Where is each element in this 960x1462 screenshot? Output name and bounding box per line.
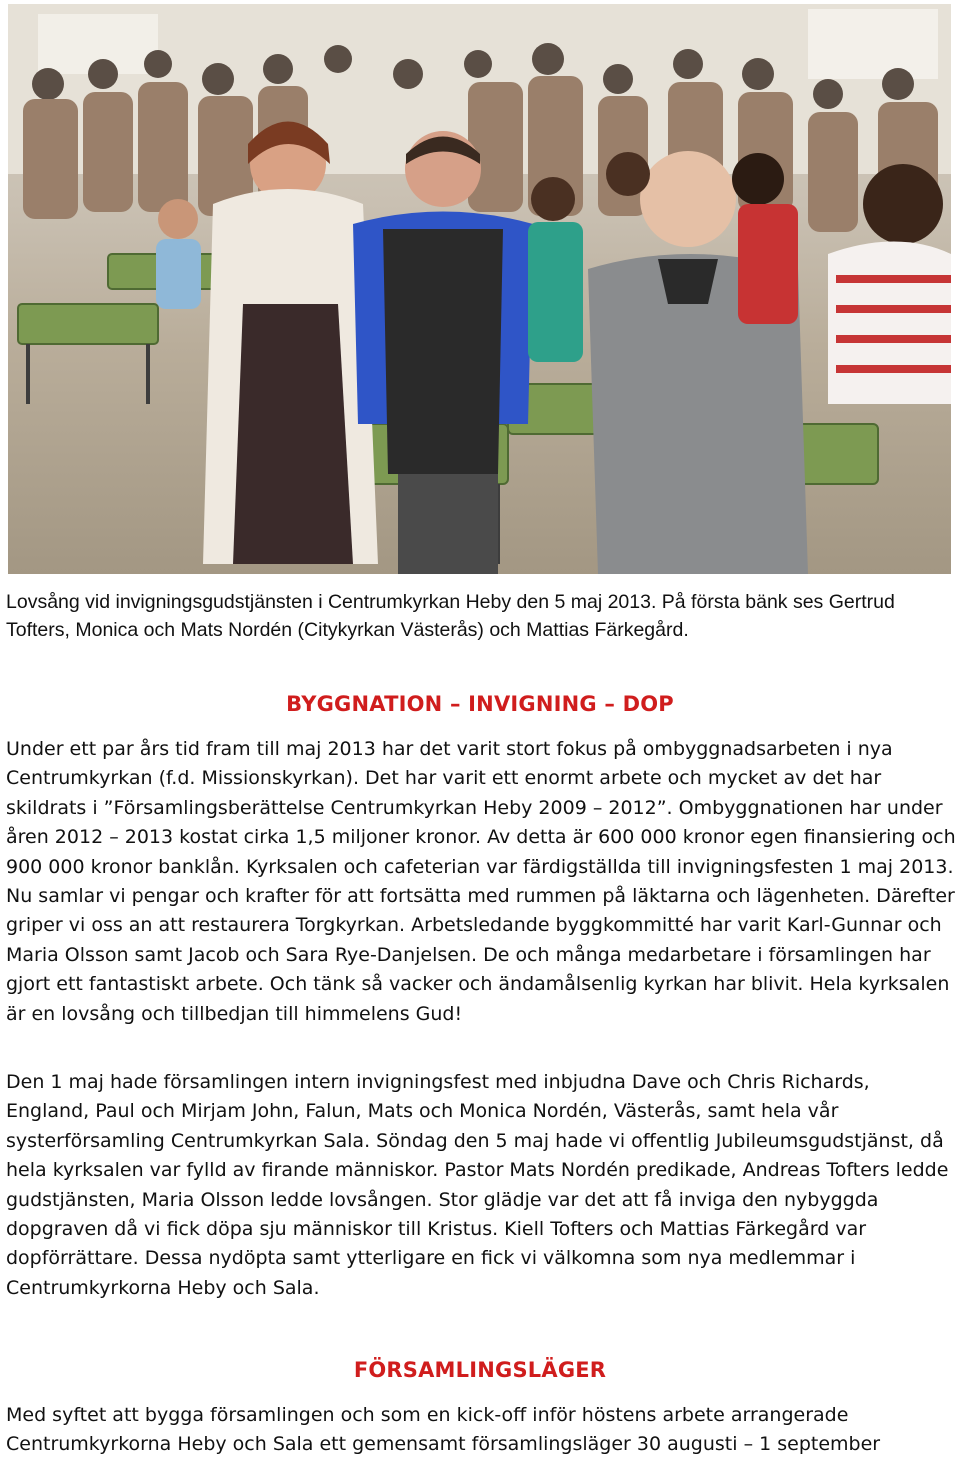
section-heading-byggnation: BYGGNATION – INVIGNING – DOP <box>286 692 674 716</box>
paragraph-byggnation: Under ett par års tid fram till maj 2013 har det varit stort fokus på ombyggnadsarbeten i nya Centrumkyrkan (f.d. Missionskyrkan). Det har varit ett enormt arbete och mycket av det har skildrats i ”Församlingsberättelse Centrumkyrkan Heby 2009 – 2012”. Ombyggnationen har under åren 2012 – 2013 kostat cirka 1,5 miljoner kronor. Av detta är 600 000 kronor egen finansiering och 900 000 kronor banklån. Kyrksalen och cafeterian var färdigställda till invigningsfesten 1 maj 2013. Nu samlar vi pengar och krafter för att fortsätta med rummen på läktarna och lägenheten. Därefter griper vi oss an att restaurera Torgkyrkan. Arbetsledande byggkommitté har varit Karl-Gunnar och Maria Olsson samt Jacob och Sara Rye-Danjelsen. De och många medarbetare i församlingen har gjort ett fantastiskt arbete. Och tänk så vacker och ändamålsenlig kyrkan har blivit. Hela kyrksalen är en lovsång och tillbedjan till himmelens Gud! <box>6 738 956 1025</box>
worship-photo <box>8 4 951 574</box>
photo-caption: Lovsång vid invigningsgudstjänsten i Centrumkyrkan Heby den 5 maj 2013. På första bänk ses Gertrud Tofters, Monica och Mats Nordén (Citykyrkan Västerås) och Mattias Färkegård. <box>6 591 895 641</box>
photo-illustration <box>8 4 951 574</box>
section-heading-forsamlingslager: FÖRSAMLINGSLÄGER <box>353 1358 607 1382</box>
paragraph-invigning: Den 1 maj hade församlingen intern invigningsfest med inbjudna Dave och Chris Richards, England, Paul och Mirjam John, Falun, Mats och Monica Nordén, Västerås, samt hela vår systerförsamling Centrumkyrkan Sala. Söndag den 5 maj hade vi offentlig Jubileumsgudstjänst, då hela kyrksalen var fylld av firande människor. Pastor Mats Nordén predikade, Andreas Tofters ledde gudstjänsten, Maria Olsson ledde lovsången. Stor glädje var det att få inviga den nybyggda dopgraven då vi fick döpa sju människor till Kristus. Kiell Tofters och Mattias Färkegård var dopförrättare. Dessa nydöpta samt ytterligare en fick vi välkomna som nya medlemmar i Centrumkyrkorna Heby och Sala. <box>6 1071 949 1299</box>
paragraph-forsamlingslager: Med syftet att bygga församlingen och som en kick-off inför höstens arbete arrangerade Centrumkyrkorna Heby och Sala ett gemensamt församlingsläger 30 augusti – 1 september <box>6 1404 881 1456</box>
